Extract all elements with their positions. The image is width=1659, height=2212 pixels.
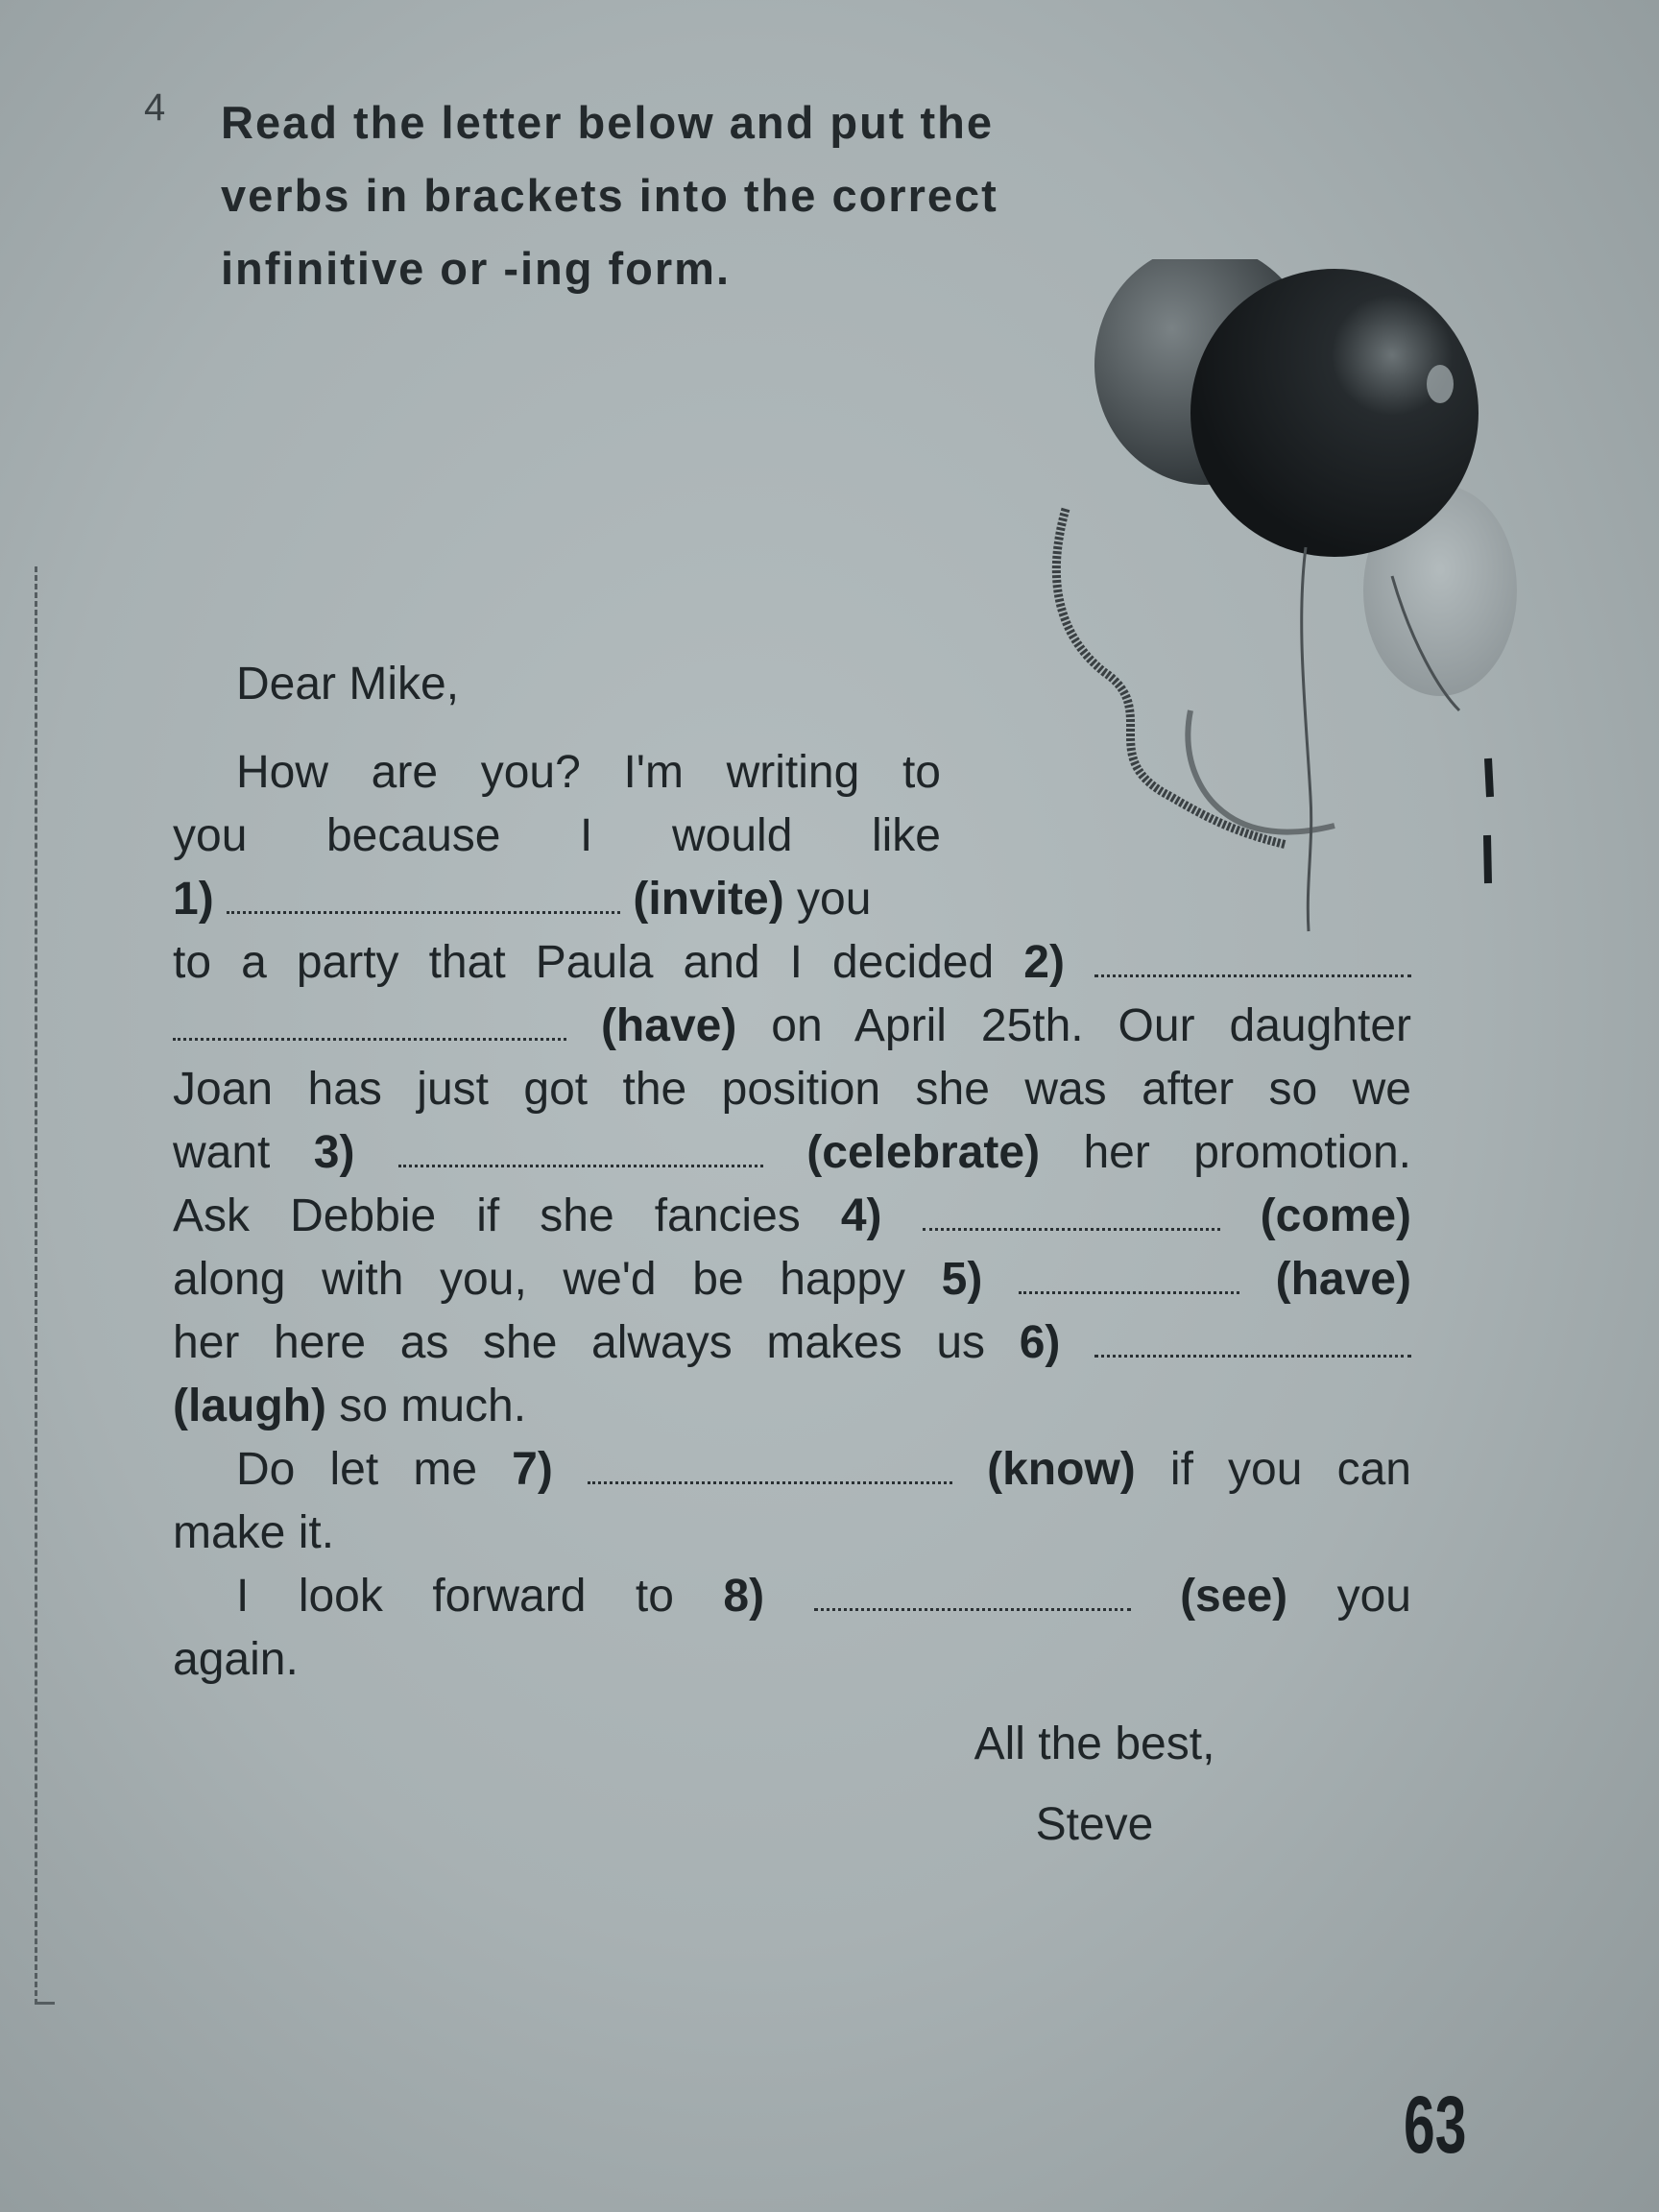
answer-gap-2b[interactable] xyxy=(173,1009,566,1041)
gap-number-4: 4) xyxy=(840,1190,882,1241)
letter-line xyxy=(173,805,941,868)
answer-gap-1[interactable] xyxy=(227,882,620,914)
letter-closing-block xyxy=(950,1704,1238,1865)
letter-line xyxy=(173,1185,1411,1248)
letter-text: so much. xyxy=(325,1381,527,1431)
gap-number-8: 8) xyxy=(723,1571,765,1622)
gap-number-1: 1) xyxy=(173,874,214,925)
letter-text: I look forward to xyxy=(236,1571,724,1622)
letter-line xyxy=(173,868,941,931)
letter-line xyxy=(173,1502,1411,1565)
letter-greeting: Dear Mike, xyxy=(236,659,460,709)
letter-text: if you can xyxy=(1135,1444,1411,1495)
letter-line xyxy=(173,1438,1411,1502)
letter-body xyxy=(173,653,1411,1692)
letter-text: along with you, we'd be happy xyxy=(173,1254,942,1305)
letter-text: you xyxy=(1287,1571,1411,1622)
gap-number-3: 3) xyxy=(313,1127,355,1178)
letter-text: her here as she always makes us xyxy=(173,1317,1020,1368)
answer-gap-2a[interactable] xyxy=(1094,946,1411,977)
exercise-number: 4 xyxy=(144,86,166,129)
verb-1: (invite) xyxy=(633,874,784,925)
letter-text: Do let me xyxy=(236,1444,513,1495)
answer-gap-8[interactable] xyxy=(814,1579,1131,1611)
letter-text: want xyxy=(173,1127,314,1178)
letter-line xyxy=(173,995,1411,1058)
exercise-instruction: Read the letter below and put the verbs in brackets into the correct infinitive or -ing form. xyxy=(221,97,998,294)
answer-gap-3[interactable] xyxy=(398,1136,763,1167)
gap-number-7: 7) xyxy=(512,1444,553,1495)
letter-line xyxy=(173,1248,1411,1311)
answer-gap-7[interactable] xyxy=(588,1453,952,1484)
letter-text: Joan has just got the position she was after so we xyxy=(173,1064,1411,1115)
letter-text: make it. xyxy=(173,1507,335,1558)
verb-6: (laugh) xyxy=(173,1381,326,1431)
verb-5: (have) xyxy=(1275,1254,1411,1305)
letter-frame-border xyxy=(35,566,55,2005)
answer-gap-4[interactable] xyxy=(923,1199,1220,1231)
letter-line xyxy=(173,1058,1411,1121)
letter-closing: All the best, xyxy=(974,1719,1215,1769)
answer-gap-6[interactable] xyxy=(1094,1326,1411,1358)
letter-text: you because I would like xyxy=(173,810,941,861)
letter-line xyxy=(173,1628,1411,1692)
letter-line xyxy=(173,931,1411,995)
page-number: 63 xyxy=(1404,2080,1467,2170)
balloon-center-dark xyxy=(1190,269,1479,557)
gap-number-6: 6) xyxy=(1019,1317,1061,1368)
letter-text: to a party that Paula and I decided xyxy=(173,937,1024,988)
letter-text: How are you? I'm writing to xyxy=(236,747,941,798)
letter-line xyxy=(173,741,941,805)
letter-text: Ask Debbie if she fancies xyxy=(173,1190,841,1241)
gap-number-2: 2) xyxy=(1023,937,1065,988)
verb-2: (have) xyxy=(600,1000,737,1051)
verb-3: (celebrate) xyxy=(806,1127,1041,1178)
verb-8: (see) xyxy=(1180,1571,1288,1622)
verb-7: (know) xyxy=(987,1444,1136,1495)
letter-line xyxy=(173,1565,1411,1628)
letter-line xyxy=(173,1375,1411,1438)
answer-gap-5[interactable] xyxy=(1019,1262,1239,1294)
gap-number-5: 5) xyxy=(941,1254,983,1305)
letter-signature: Steve xyxy=(1035,1799,1154,1850)
letter-text: you xyxy=(783,874,872,925)
letter-text: her promotion. xyxy=(1040,1127,1412,1178)
letter-line xyxy=(173,1311,1411,1375)
letter-text: on April 25th. Our daughter xyxy=(736,1000,1411,1051)
letter-text: again. xyxy=(173,1634,299,1685)
verb-4: (come) xyxy=(1260,1190,1412,1241)
letter-line xyxy=(173,1121,1411,1185)
